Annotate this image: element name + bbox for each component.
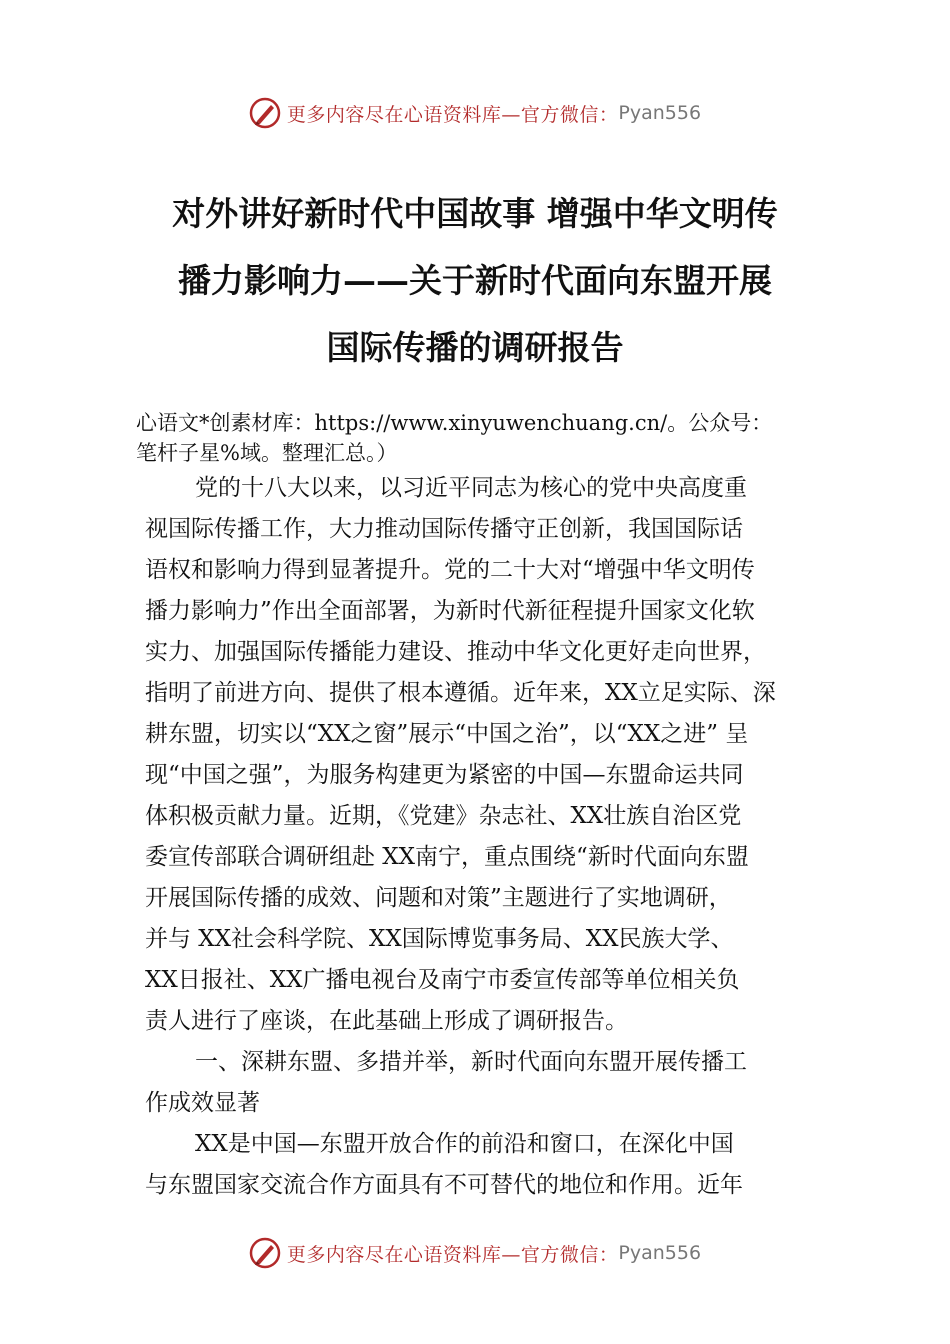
source-line: 心语文*创素材库：https://www.xinyuwenchuang.cn/。公众号： <box>136 411 773 435</box>
paragraph-line: 党的十八大以来，以习近平同志为核心的党中央高度重 <box>195 475 747 501</box>
banner-wechat-id: Pyan556 <box>618 1242 702 1264</box>
paragraph-line: 实力、加强国际传播能力建设、推动中华文化更好走向世界， <box>145 639 766 665</box>
paragraph-line: 委宣传部联合调研组赴 XX南宁，重点围绕“新时代面向东盟 <box>145 844 749 870</box>
source-line: 笔杆子星%域。整理汇总。） <box>136 441 398 465</box>
paragraph-line: 视国际传播工作，大力推动国际传播守正创新，我国国际话 <box>145 516 743 542</box>
source-note <box>136 408 856 468</box>
title-line: 对外讲好新时代中国故事 增强中华文明传 <box>172 194 778 233</box>
title-line: 国际传播的调研报告 <box>326 328 624 367</box>
paragraph-line: 指明了前进方向、提供了根本遵循。近年来，XX立足实际、深 <box>145 680 776 706</box>
document-body <box>145 468 825 1206</box>
document-title <box>80 180 870 381</box>
paragraph-line: 现“中国之强”，为服务构建更为紧密的中国—东盟命运共同 <box>145 762 744 788</box>
section-heading-line: 一、深耕东盟、多措并举，新时代面向东盟开展传播工 <box>195 1049 747 1075</box>
paragraph-line: 并与 XX社会科学院、XX国际博览事务局、XX民族大学、 <box>145 926 734 952</box>
banner-wechat-id: Pyan556 <box>618 102 702 124</box>
paragraph-line: 耕东盟，切实以“XX之窗”展示“中国之治”，以“XX之进” 呈 <box>145 721 749 747</box>
banner-text: 更多内容尽在心语资料库—官方微信： <box>286 1243 619 1266</box>
pen-logo-icon <box>249 97 281 129</box>
paragraph-line: XX日报社、XX广播电视台及南宁市委宣传部等单位相关负 <box>145 967 740 993</box>
paragraph-line: XX是中国—东盟开放合作的前沿和窗口，在深化中国 <box>195 1131 734 1157</box>
banner-text: 更多内容尽在心语资料库—官方微信： <box>286 103 619 126</box>
paragraph-line: 播力影响力”作出全面部署，为新时代新征程提升国家文化软 <box>145 598 755 624</box>
paragraph-line: 责人进行了座谈，在此基础上形成了调研报告。 <box>145 1008 628 1034</box>
section-heading-line: 作成效显著 <box>145 1090 260 1116</box>
pen-logo-icon <box>249 1237 281 1269</box>
paragraph-line: 开展国际传播的成效、问题和对策”主题进行了实地调研， <box>145 885 732 911</box>
header-watermark-banner <box>0 93 950 133</box>
paragraph-line: 与东盟国家交流合作方面具有不可替代的地位和作用。近年 <box>145 1172 743 1198</box>
footer-watermark-banner <box>0 1233 950 1273</box>
paragraph-line: 体积极贡献力量。近期，《党建》杂志社、XX壮族自治区党 <box>145 803 742 829</box>
paragraph-line: 语权和影响力得到显著提升。党的二十大对“增强中华文明传 <box>145 557 755 583</box>
title-line: 播力影响力——关于新时代面向东盟开展 <box>178 261 772 300</box>
